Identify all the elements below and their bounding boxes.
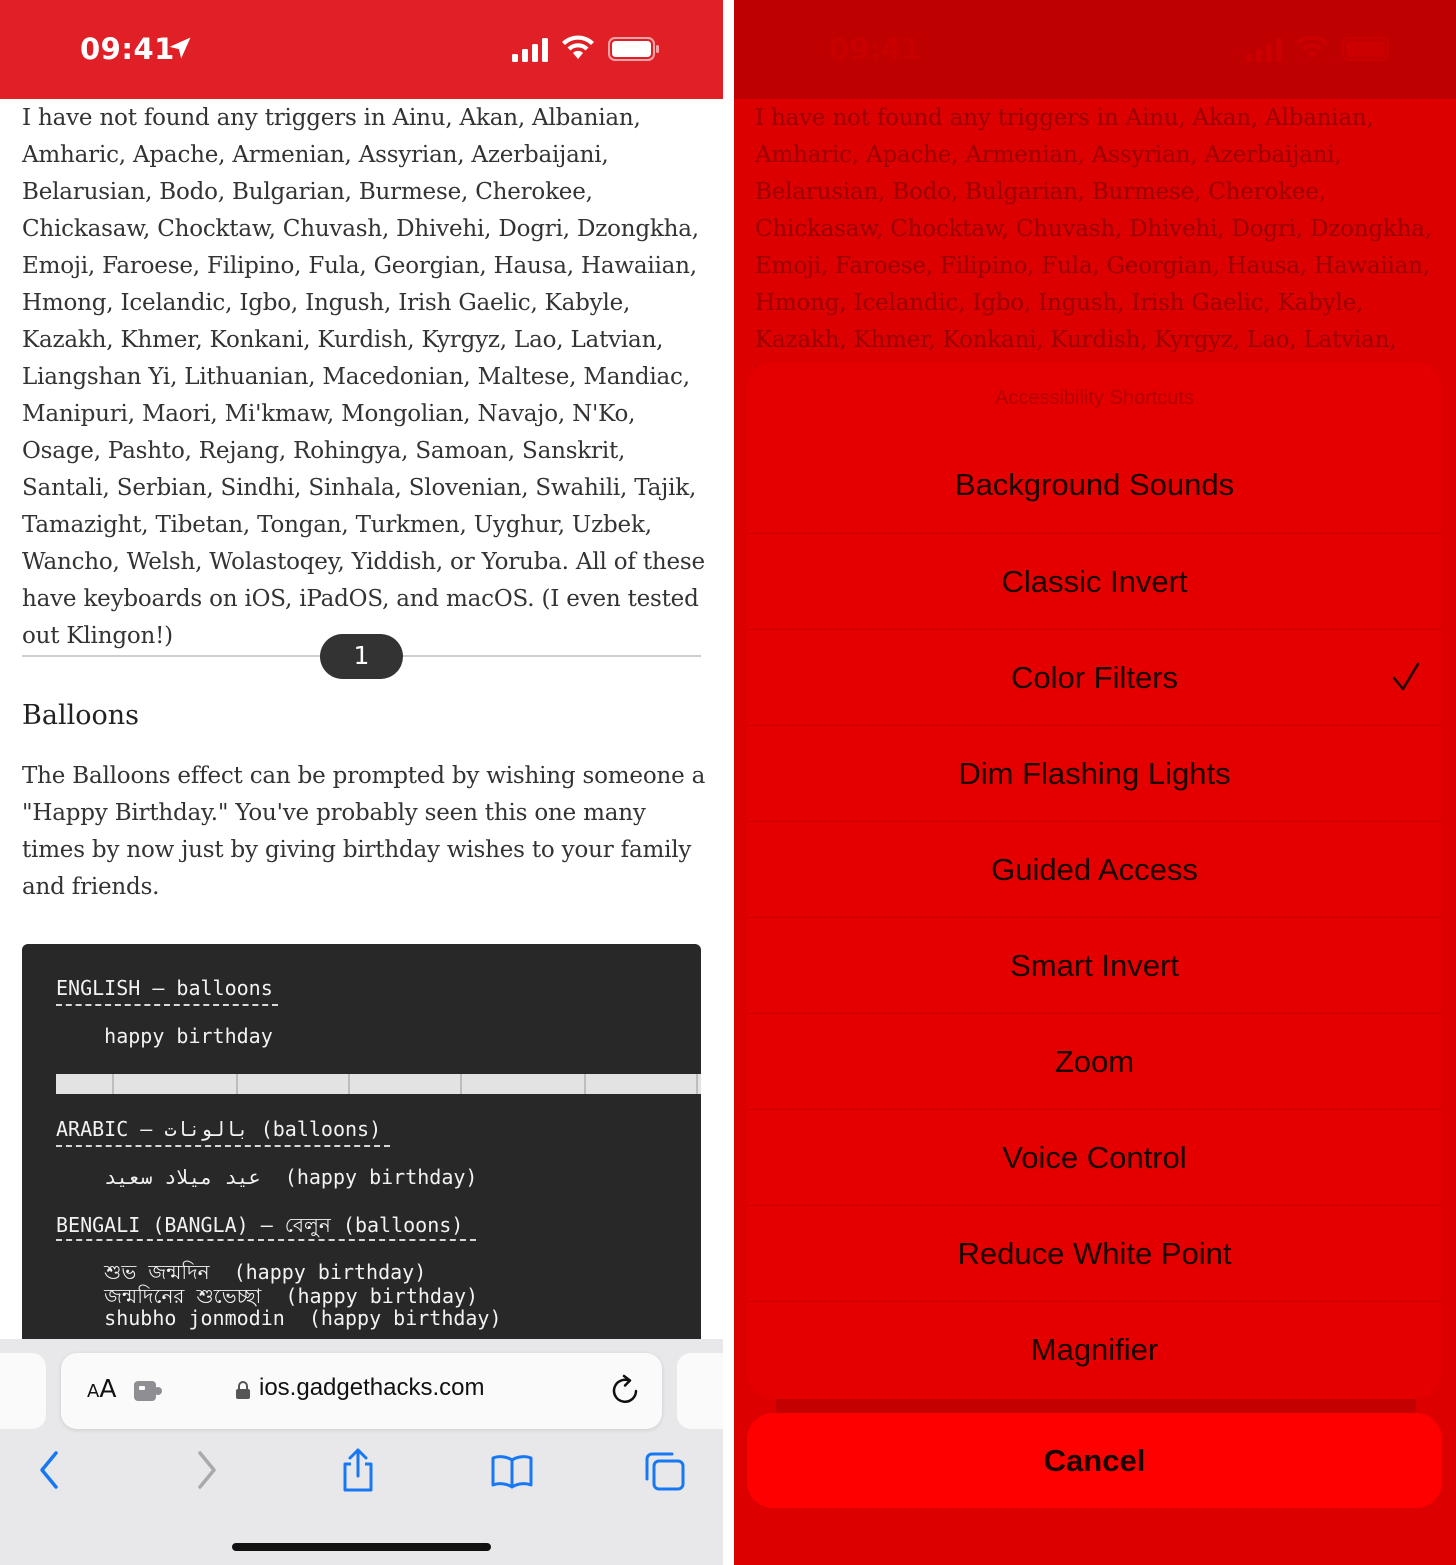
battery-icon	[1342, 37, 1394, 61]
wifi-icon	[1295, 35, 1329, 61]
bookmarks-icon[interactable]	[490, 1453, 534, 1489]
option-label: Dim Flashing Lights	[958, 756, 1231, 791]
checkmark-icon	[1392, 662, 1420, 692]
home-indicator	[232, 1543, 491, 1551]
code-dash-rule	[56, 1239, 476, 1241]
extension-icon[interactable]	[133, 1379, 163, 1403]
tabs-icon[interactable]	[644, 1451, 686, 1491]
code-separator-bar	[56, 1074, 701, 1094]
sheet-title: Accessibility Shortcuts	[995, 387, 1194, 409]
code-bengali-header: BENGALI (BANGLA) – বেলুন (balloons)	[56, 1213, 464, 1237]
option-guided-access[interactable]	[747, 821, 1442, 918]
option-smart-invert[interactable]	[747, 917, 1442, 1014]
cellular-signal-icon	[512, 38, 550, 62]
option-voice-control[interactable]	[747, 1109, 1442, 1206]
option-zoom[interactable]	[747, 1013, 1442, 1110]
panel-gap	[723, 0, 734, 1565]
next-tab-preview[interactable]	[677, 1353, 723, 1429]
code-bengali-line: জন্মদিনের শুভেচ্ছা (happy birthday)	[56, 1284, 479, 1308]
url-domain[interactable]: ios.gadgethacks.com	[259, 1374, 485, 1401]
address-bar[interactable]	[61, 1353, 662, 1429]
option-label: Background Sounds	[954, 467, 1235, 502]
code-dash-rule	[56, 1145, 390, 1147]
status-bar	[734, 0, 1456, 99]
battery-icon	[608, 37, 660, 61]
section-body-paragraph: The Balloons effect can be prompted by wishing someone a "Happy Birthday." You've probably seen this one many times by now just by giving birthday wishes to your family and friends.	[22, 763, 706, 900]
option-label: Color Filters	[1010, 660, 1179, 695]
forward-chevron-icon[interactable]	[194, 1449, 220, 1491]
lock-icon	[235, 1380, 251, 1400]
code-english-header: ENGLISH – balloons	[56, 976, 273, 1000]
wifi-icon	[561, 35, 595, 61]
cellular-signal-icon	[1246, 38, 1284, 62]
status-time: 09:41	[829, 32, 922, 66]
dimmed-address-bar	[776, 1399, 1416, 1413]
code-arabic-line: عيد ميلاد سعيد (happy birthday)	[56, 1165, 478, 1189]
option-reduce-white-point[interactable]	[747, 1205, 1442, 1302]
cancel-label: Cancel	[1043, 1443, 1146, 1478]
option-dim-flashing-lights[interactable]	[747, 725, 1442, 822]
article-intro-paragraph: I have not found any triggers in Ainu, Akan, Albanian, Amharic, Apache, Armenian, Assyrian, Azerbaijani, Belarusian, Bodo, Bulgarian, Burmese, Cherokee, Chickasaw, Chocktaw, Chuvash, Dhivehi, Dogri, Dzongkha, Emoji, Faroese, Filipino, Fula, Georgian, Hausa, Hawaiian, Hmong, Icelandic, Igbo, Ingush, Irish Gaelic, Kabyle, Kazakh, Khmer, Konkani, Kurdish, Kyrgyz, Lao, Latvian, Liangshan Yi, Lithuanian, Macedonian, Maltese, Mandiac, Manipuri, Maori, Mi'kmaw, Mongolian, Navajo, N'Ko, Osage, Pashto, Rejang, Rohingya, Samoan, Sanskrit, Santali, Serbian, Sindhi, Sinhala, Slovenian, Swahili, Tajik, Tamazight, Tibetan, Tongan, Turkmen, Uyghur, Uzbek, Wancho, Welsh, Wolastoqey, Yiddish, or Yoruba. All of these have keyboards on iOS, iPadOS, and macOS. (I even tested out Klingon!)	[22, 105, 705, 649]
option-label: Guided Access	[991, 852, 1198, 887]
safari-screen	[0, 0, 723, 1565]
back-chevron-icon[interactable]	[36, 1449, 62, 1491]
reload-icon[interactable]	[609, 1373, 641, 1407]
code-english-line: happy birthday	[56, 1024, 273, 1048]
option-label: Smart Invert	[1010, 948, 1179, 983]
option-label: Zoom	[1054, 1044, 1135, 1079]
code-arabic-header: ARABIC – بالونات (balloons)	[56, 1117, 382, 1141]
accessibility-shortcuts-screen	[734, 0, 1456, 1565]
option-label: Reduce White Point	[957, 1236, 1232, 1271]
accessibility-shortcuts-sheet	[747, 362, 1442, 1399]
option-magnifier[interactable]	[747, 1301, 1442, 1398]
option-color-filters[interactable]	[747, 629, 1442, 726]
section-heading: Balloons	[22, 700, 139, 731]
option-label: Classic Invert	[1001, 564, 1188, 599]
location-arrow-icon	[166, 34, 194, 62]
code-dash-rule	[56, 1004, 278, 1006]
option-background-sounds[interactable]	[747, 437, 1442, 533]
option-label: Magnifier	[1030, 1332, 1159, 1367]
dimmed-article-text: I have not found any triggers in Ainu, Akan, Albanian, Amharic, Apache, Armenian, Assyrian, Azerbaijani, Belarusian, Bodo, Bulgarian, Burmese, Cherokee, Chickasaw, Chocktaw, Chuvash, Dhivehi, Dogri, Dzongkha, Emoji, Faroese, Filipino, Fula, Georgian, Hausa, Hawaiian, Hmong, Icelandic, Igbo, Ingush, Irish Gaelic, Kabyle, Kazakh, Khmer, Konkani, Kurdish, Kyrgyz, Lao, Latvian,	[755, 105, 1432, 353]
code-block	[22, 944, 701, 1364]
share-icon[interactable]	[340, 1447, 376, 1493]
previous-tab-preview[interactable]	[0, 1353, 46, 1429]
reader-text-size-button[interactable]: AA	[87, 1374, 117, 1403]
code-bengali-line: shubho jonmodin (happy birthday)	[56, 1306, 502, 1330]
option-classic-invert[interactable]	[747, 533, 1442, 630]
article-body	[22, 100, 712, 655]
status-time: 09:41	[80, 32, 175, 66]
code-bengali-line: শুভ জন্মদিন (happy birthday)	[56, 1260, 427, 1284]
status-bar	[0, 0, 723, 99]
page-number-badge: 1	[320, 634, 403, 679]
cancel-button[interactable]	[747, 1413, 1442, 1508]
option-label: Voice Control	[1002, 1140, 1187, 1175]
